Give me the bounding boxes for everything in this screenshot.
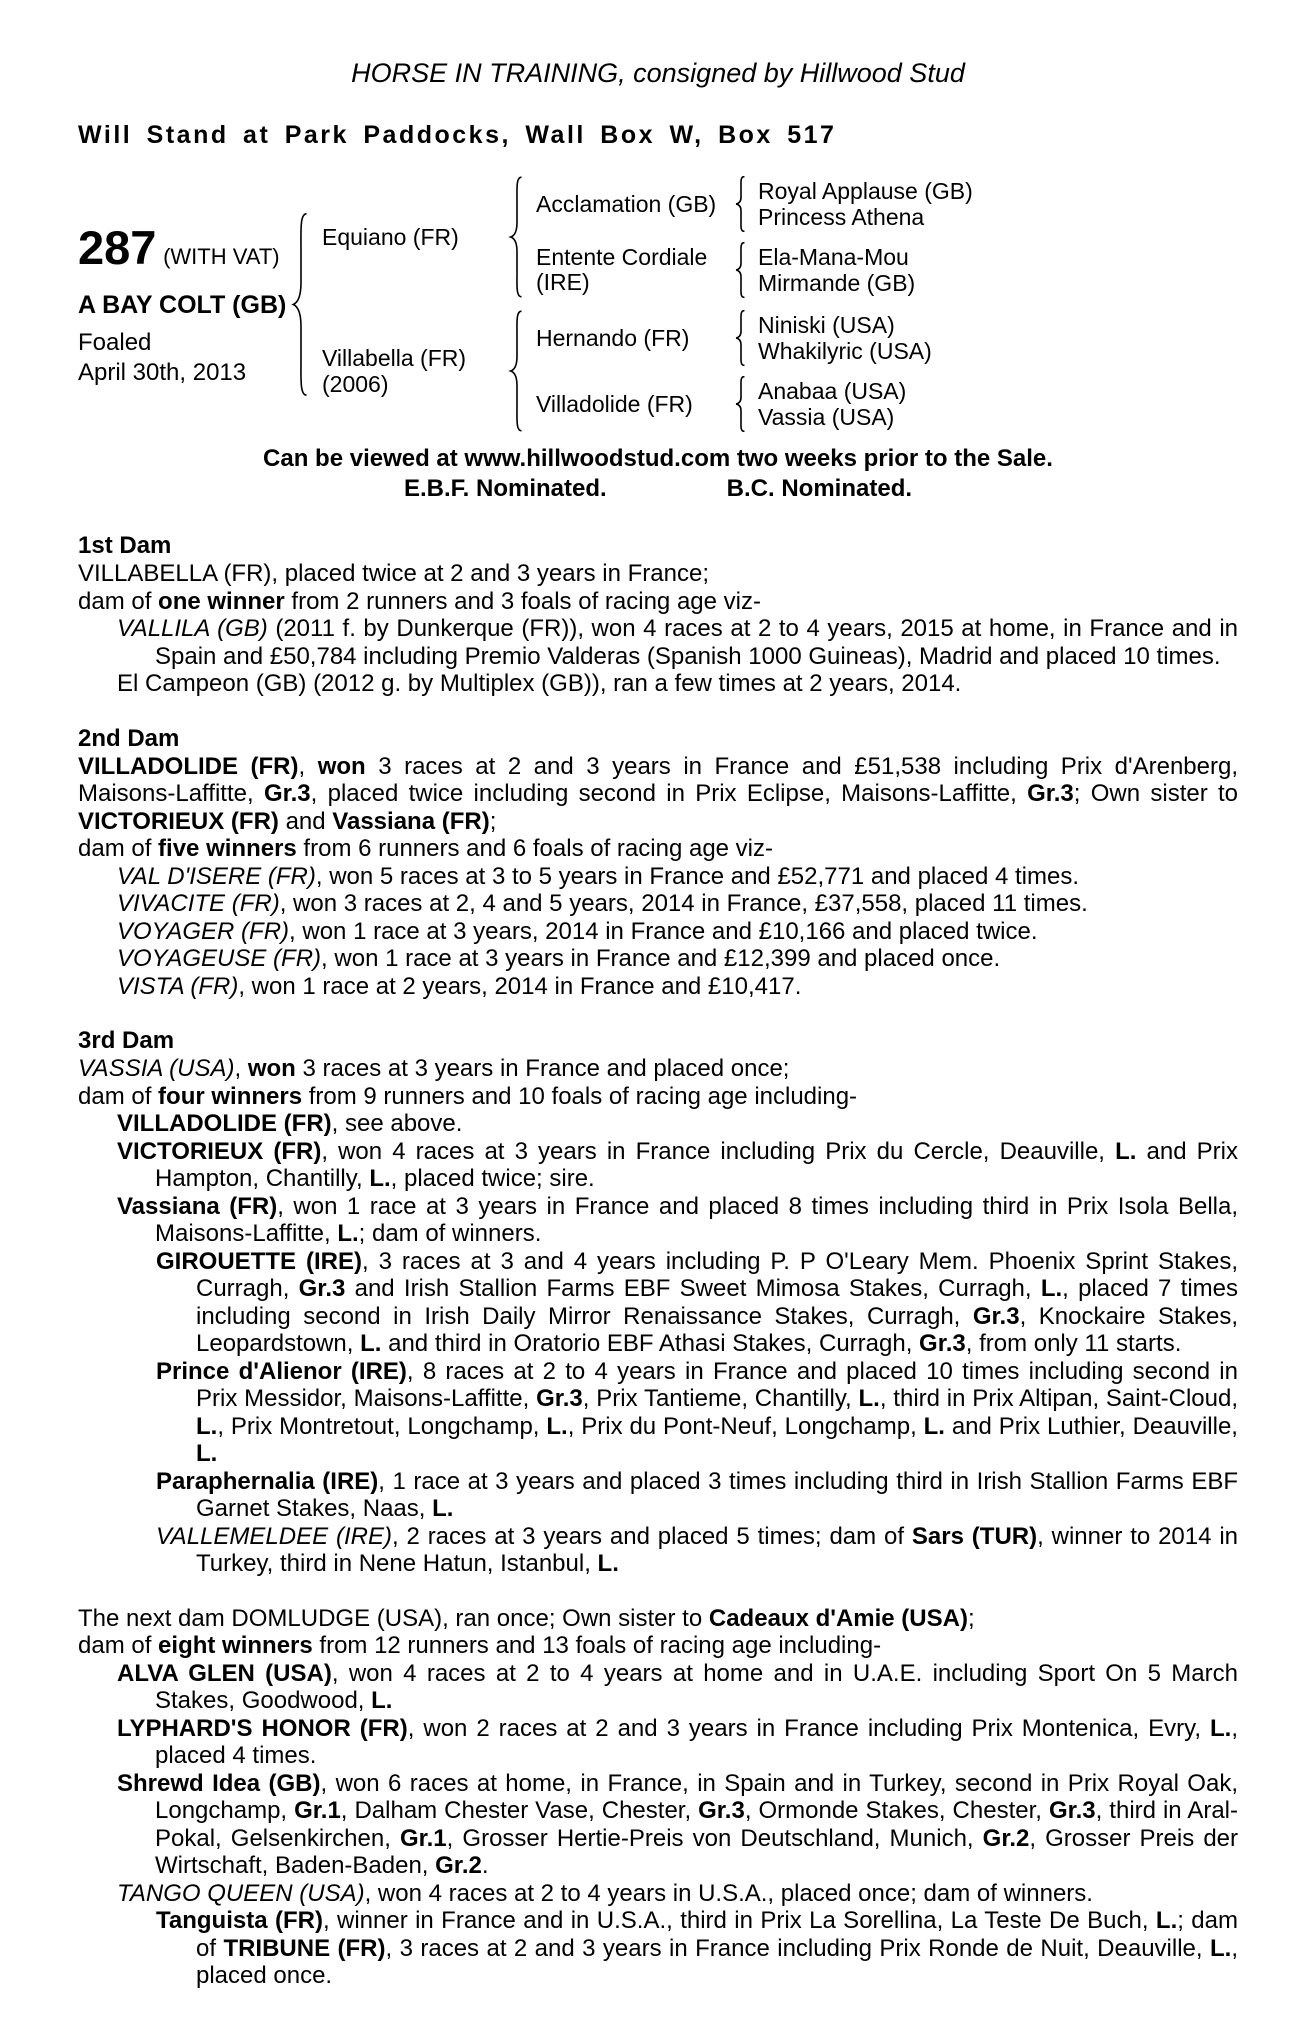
brace-icon: [734, 242, 748, 298]
sire-name: [322, 224, 508, 250]
dam-year: (2006): [322, 371, 389, 397]
pedigree-brace-sm: [734, 376, 748, 432]
great-grandparents: [758, 378, 1238, 430]
dam-heading: 3rd Dam: [78, 1027, 175, 1054]
great-grandparent-name: Ela-Mana-Mou: [758, 244, 909, 270]
lot-number-line: [78, 220, 290, 275]
brace-icon: [508, 310, 526, 432]
great-grandparents: [758, 312, 1238, 364]
brace-icon: [508, 176, 526, 298]
pedigree-paragraph: VILLADOLIDE (FR), see above.: [117, 1110, 463, 1137]
lot-block: [78, 220, 290, 388]
nominations-line: [78, 474, 1238, 504]
foaled-date: April 30th, 2013: [78, 359, 247, 386]
pedigree-paragraph: The next dam DOMLUDGE (USA), ran once; Own sister to Cadeaux d'Amie (USA);: [78, 1604, 975, 1632]
grandsire-unit: [536, 176, 1238, 232]
pedigree-paragraph: VOYAGEUSE (FR), won 1 race at 3 years in France and £12,399 and placed once.: [117, 945, 1001, 972]
brace-icon: [290, 212, 312, 397]
pedigree-paragraph: VICTORIEUX (FR), won 4 races at 3 years in France including Prix du Cercle, Deauville, L. and Prix Hampton, Chantilly, L., placed twice; sire.: [117, 1137, 1238, 1192]
second-dam-unit: [536, 376, 1238, 432]
great-grandparent-name: Vassia (USA): [758, 404, 895, 430]
pedigree-brace-sm: [734, 242, 748, 298]
dam-name: [322, 345, 508, 397]
pedigree-paragraph: dam of eight winners from 12 runners and 13 foals of racing age including-: [78, 1632, 882, 1659]
dam-grandparents: [536, 310, 1238, 432]
dam-heading: 1st Dam: [78, 532, 172, 559]
pedigree-paragraph: Vassiana (FR), won 1 race at 3 years in France and placed 8 times including third in Prix Isola Bella, Maisons-Laffitte, L.; dam of winners.: [117, 1192, 1238, 1247]
dam-section: [78, 725, 1238, 1001]
dam-section: [78, 1027, 1238, 1578]
dam-section: [78, 1605, 1238, 1990]
brace-icon: [734, 376, 748, 432]
dam-section: [78, 532, 1238, 698]
pedigree-paragraph: VISTA (FR), won 1 race at 2 years, 2014 in France and £10,417.: [117, 972, 802, 1000]
pedigree-paragraph: VIVACITE (FR), won 3 races at 2, 4 and 5 years, 2014 in France, £37,558, placed 11 times.: [117, 890, 1088, 917]
horse-description: A BAY COLT (GB): [78, 291, 287, 319]
damsire-name: Hernando (FR): [536, 324, 690, 351]
pedigree-paragraph: ALVA GLEN (USA), won 4 races at 2 to 4 years at home and in U.A.E. including Sport On 5 March Stakes, Goodwood, L.: [117, 1659, 1238, 1714]
pedigree-paragraph: GIROUETTE (IRE), 3 races at 3 and 4 years including P. P O'Leary Mem. Phoenix Sprint Stakes, Curragh, Gr.3 and Irish Stallion Farms EBF Sweet Mimosa Stakes, Curragh, L., placed 7 times including second in Irish Daily Mirror Renaissance Stakes, Curragh, Gr.3, Knockaire Stakes, Leopardstown, L. and third in Oratorio EBF Athasi Stakes, Curragh, Gr.3, from only 11 starts.: [156, 1247, 1239, 1357]
dam-half: [322, 310, 1238, 432]
granddam-name: Entente Cordiale (IRE): [536, 244, 708, 295]
second-dam-name: Villadolide (FR): [536, 390, 693, 417]
great-grandparent-name: Princess Athena: [758, 204, 925, 230]
pedigree-paragraph: VALLEMELDEE (IRE), 2 races at 3 years and placed 5 times; dam of Sars (TUR), winner to 2014 in Turkey, third in Nene Hatun, Istanbul, L.: [156, 1522, 1239, 1577]
great-grandparent-name: Whakilyric (USA): [758, 338, 932, 364]
viewing-line: Can be viewed at www.hillwoodstud.com two weeks prior to the Sale.: [263, 445, 1053, 472]
pedigree-paragraph: dam of five winners from 6 runners and 6 foals of racing age viz-: [78, 835, 774, 862]
great-grandparent-name: Mirmande (GB): [758, 270, 916, 296]
pedigree-paragraph: El Campeon (GB) (2012 g. by Multiplex (GB)), ran a few times at 2 years, 2014.: [117, 670, 962, 697]
brace-icon: [734, 310, 748, 366]
sire-name-text: Equiano (FR): [322, 224, 459, 250]
pedigree-tree: [322, 176, 1238, 432]
brace-icon: [734, 176, 748, 232]
pedigree-brace-dam: [508, 310, 526, 432]
pedigree-paragraph: VALLILA (GB) (2011 f. by Dunkerque (FR)), won 4 races at 2 to 4 years, 2015 at home, in France and in Spain and £50,784 including Premio Valderas (Spanish 1000 Guineas), Madrid and placed 10 times.: [117, 615, 1238, 670]
pedigree-paragraph: Tanguista (FR), winner in France and in U.S.A., third in Prix La Sorellina, La Teste De Buch, L.; dam of TRIBUNE (FR), 3 races at 2 and 3 years in France including Prix Ronde de Nuit, Deauville, L., placed once.: [156, 1907, 1238, 1989]
pedigree-paragraph: Prince d'Alienor (IRE), 8 races at 2 to 4 years in France and placed 10 times including second in Prix Messidor, Maisons-Laffitte, Gr.3, Prix Tantieme, Chantilly, L., third in Prix Altipan, Saint-Cloud, L., Prix Montretout, Longchamp, L., Prix du Pont-Neuf, Longchamp, L. and Prix Luthier, Deauville, L.: [156, 1357, 1238, 1467]
great-grandparent-name: Anabaa (USA): [758, 378, 907, 404]
dam-name-text: Villabella (FR): [322, 345, 467, 371]
lot-vat-note: (WITH VAT): [163, 244, 280, 269]
pedigree-paragraph: LYPHARD'S HONOR (FR), won 2 races at 2 and 3 years in France including Prix Montenica, Evry, L., placed 4 times.: [117, 1714, 1238, 1769]
damsire-unit: [536, 310, 1238, 366]
pedigree-paragraph: VILLADOLIDE (FR), won 3 races at 2 and 3 years in France and £51,538 including Prix d'Arenberg, Maisons-Laffitte, Gr.3, placed twice including second in Prix Eclipse, Maisons-Laffitte, Gr.3; Own sister to VICTORIEUX (FR) and Vassiana (FR);: [78, 752, 1239, 835]
dam-heading: 2nd Dam: [78, 724, 180, 752]
pedigree-paragraph: VOYAGER (FR), won 1 race at 3 years, 2014 in France and £10,166 and placed twice.: [117, 917, 1038, 945]
pedigree-brace-sire: [508, 176, 526, 298]
sire-grandparents: [536, 176, 1238, 298]
consignment-header: HORSE IN TRAINING, consigned by Hillwood Stud: [351, 58, 965, 88]
grandsire-name: Acclamation (GB): [536, 190, 717, 217]
dam-sections: [78, 532, 1238, 1990]
pedigree-paragraph: dam of four winners from 9 runners and 10 foals of racing age including-: [78, 1082, 858, 1110]
sire-half: [322, 176, 1238, 298]
pedigree-paragraph: TANGO QUEEN (USA), won 4 races at 2 to 4 years in U.S.A., placed once; dam of winners.: [117, 1879, 1093, 1907]
great-grandparent-name: Niniski (USA): [758, 312, 895, 338]
pedigree-paragraph: VASSIA (USA), won 3 races at 3 years in France and placed once;: [78, 1055, 790, 1082]
pedigree-paragraph: VILLABELLA (FR), placed twice at 2 and 3 years in France;: [78, 560, 709, 587]
pedigree-paragraph: VAL D'ISERE (FR), won 5 races at 3 to 5 years in France and £52,771 and placed 4 times.: [117, 862, 1079, 890]
great-grandparent-name: Royal Applause (GB): [758, 178, 973, 204]
pedigree-table: [78, 176, 1238, 432]
ebf-nominated: E.B.F. Nominated.: [403, 475, 607, 502]
pedigree-brace-sm: [734, 310, 748, 366]
pedigree-brace-sm: [734, 176, 748, 232]
pedigree-paragraph: Paraphernalia (IRE), 1 race at 3 years and placed 3 times including third in Irish Stallion Farms EBF Garnet Stakes, Naas, L.: [156, 1467, 1238, 1522]
bc-nominated: B.C. Nominated.: [726, 475, 913, 502]
great-grandparents: [758, 178, 1238, 230]
great-grandparents: [758, 244, 1238, 296]
pedigree-brace-gen1: [290, 212, 312, 397]
pedigree-paragraph: Shrewd Idea (GB), won 6 races at home, in France, in Spain and in Turkey, second in Prix Royal Oak, Longchamp, Gr.1, Dalham Chester Vase, Chester, Gr.3, Ormonde Stakes, Chester, Gr.3, third in Aral-Pokal, Gelsenkirchen, Gr.1, Grosser Hertie-Preis von Deutschland, Munich, Gr.2, Grosser Preis der Wirtschaft, Baden-Baden, Gr.2.: [117, 1769, 1239, 1879]
stand-location-line: Will Stand at Park Paddocks, Wall Box W, Box 517: [78, 121, 837, 149]
granddam-unit: [536, 242, 1238, 298]
pedigree-paragraph: dam of one winner from 2 runners and 3 foals of racing age viz-: [78, 587, 761, 615]
foaled-label: Foaled: [78, 329, 152, 356]
lot-number: 287: [78, 221, 157, 274]
